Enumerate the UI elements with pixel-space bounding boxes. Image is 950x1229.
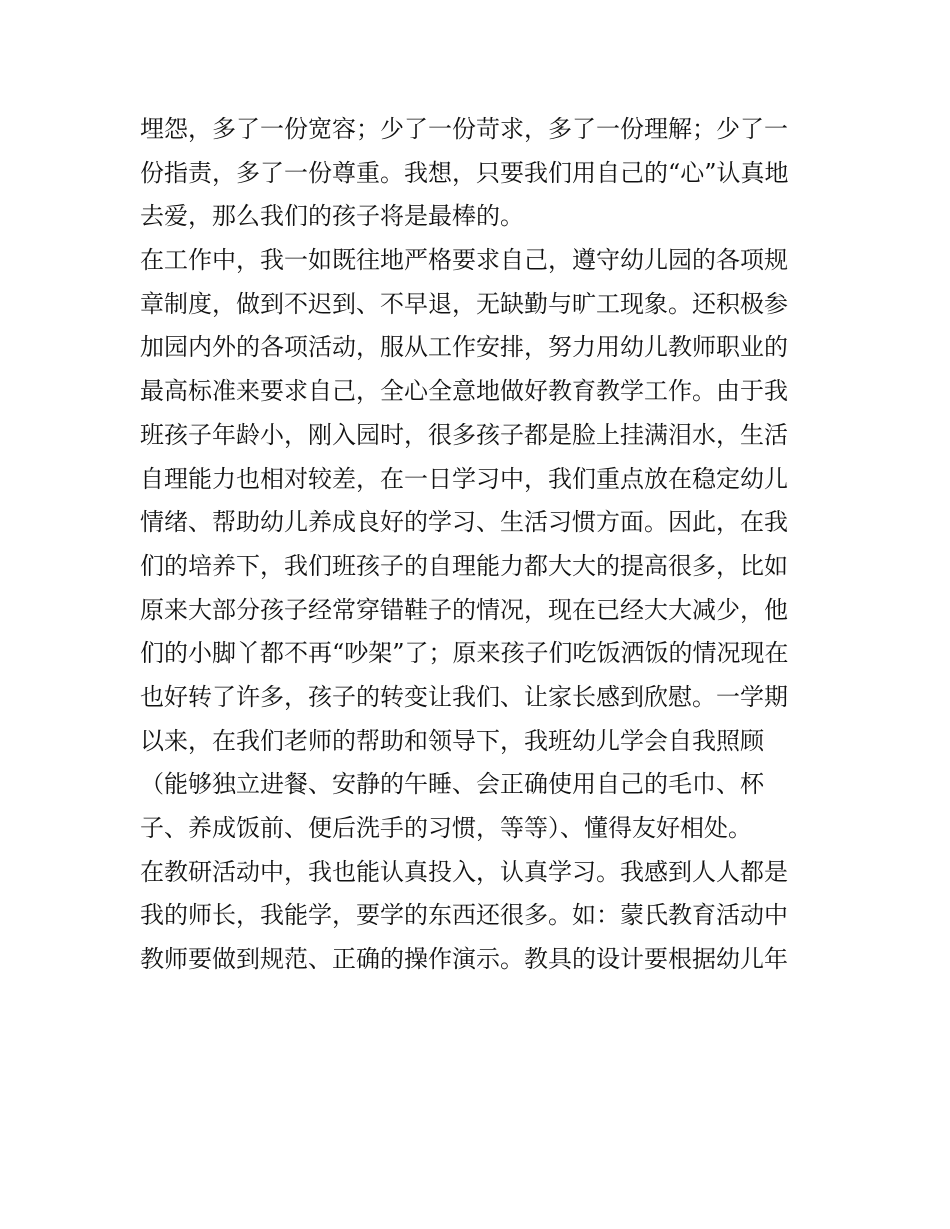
text-line: 埋怨，多了一份宽容；少了一份苛求，多了一份理解；少了一	[140, 115, 788, 143]
text-line: 们的培养下，我们班孩子的自理能力都大大的提高很多，比如	[140, 551, 788, 580]
text-line: 子、养成饭前、便后洗手的习惯，等等）、懂得友好相处。	[140, 814, 752, 842]
text-line: 情绪、帮助幼儿养成良好的学习、生活习惯方面。因此，在我	[140, 508, 788, 537]
text-line: 最高标准来要求自己，全心全意地做好教育教学工作。由于我	[140, 377, 788, 406]
text-line: 章制度，做到不迟到、不早退，无缺勤与旷工现象。还积极参	[140, 289, 788, 318]
text-line: 原来大部分孩子经常穿错鞋子的情况，现在已经大大减少，他	[140, 595, 788, 624]
text-line: 我的师长，我能学，要学的东西还很多。如：蒙氏教育活动中	[140, 901, 788, 930]
text-line: 加园内外的各项活动，服从工作安排，努力用幼儿教师职业的	[140, 333, 788, 362]
text-line: 以来，在我们老师的帮助和领导下，我班幼儿学会自我照顾	[140, 726, 764, 755]
text-line: （能够独立进餐、安静的午睡、会正确使用自己的毛巾、杯	[140, 770, 764, 799]
text-line: 自理能力也相对较差，在一日学习中，我们重点放在稳定幼儿	[140, 464, 788, 493]
text-line: 去爱，那么我们的孩子将是最棒的。	[140, 202, 524, 231]
text-line: 在工作中，我一如既往地严格要求自己，遵守幼儿园的各项规	[140, 246, 788, 275]
document-body	[140, 108, 820, 982]
text-line: 也好转了许多，孩子的转变让我们、让家长感到欣慰。一学期	[140, 682, 788, 711]
text-line: 份指责，多了一份尊重。我想，只要我们用自己的“心”认真地	[140, 158, 789, 187]
text-line: 班孩子年龄小，刚入园时，很多孩子都是脸上挂满泪水，生活	[140, 420, 788, 449]
text-line: 在教研活动中，我也能认真投入，认真学习。我感到人人都是	[140, 857, 788, 886]
text-line: 们的小脚丫都不再“吵架”了；原来孩子们吃饭洒饭的情况现在	[140, 639, 789, 668]
text-line: 教师要做到规范、正确的操作演示。教具的设计要根据幼儿年	[140, 945, 788, 974]
